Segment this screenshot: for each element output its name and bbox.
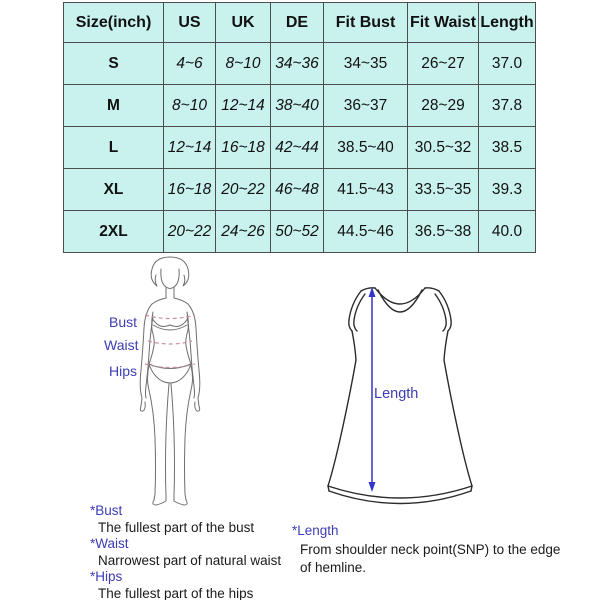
cell-fit-bust: 44.5~46 — [324, 211, 408, 253]
cell-us: 8~10 — [164, 85, 216, 127]
cell-size: M — [64, 85, 164, 127]
length-definition — [292, 522, 560, 578]
cell-uk: 8~10 — [216, 43, 271, 85]
size-table — [63, 2, 536, 253]
cell-fit-bust: 34~35 — [324, 43, 408, 85]
cell-fit-waist: 26~27 — [408, 43, 479, 85]
cell-uk: 16~18 — [216, 127, 271, 169]
bust-term: *Bust — [90, 503, 123, 518]
cell-fit-waist: 36.5~38 — [408, 211, 479, 253]
cell-length: 37.0 — [479, 43, 536, 85]
cell-uk: 24~26 — [216, 211, 271, 253]
length-desc-line1: From shoulder neck point(SNP) to the edge — [300, 541, 561, 557]
table-row — [64, 85, 536, 127]
measurement-definitions — [90, 503, 281, 600]
cell-length: 38.5 — [479, 127, 536, 169]
cell-length: 40.0 — [479, 211, 536, 253]
waist-label: Waist — [104, 337, 139, 353]
cell-de: 50~52 — [271, 211, 324, 253]
col-header-size: Size(inch) — [64, 3, 164, 43]
cell-us: 20~22 — [164, 211, 216, 253]
cell-size: L — [64, 127, 164, 169]
cell-us: 16~18 — [164, 169, 216, 211]
cell-us: 4~6 — [164, 43, 216, 85]
figure-face — [161, 269, 179, 289]
col-header-fit-waist: Fit Waist — [408, 3, 479, 43]
table-row — [64, 43, 536, 85]
waist-desc: Narrowest part of natural waist — [98, 552, 282, 568]
cell-size: XL — [64, 169, 164, 211]
figure-bandeau — [152, 318, 188, 330]
table-row — [64, 211, 536, 253]
cell-fit-waist: 30.5~32 — [408, 127, 479, 169]
col-header-uk: UK — [216, 3, 271, 43]
cell-de: 34~36 — [271, 43, 324, 85]
cell-de: 46~48 — [271, 169, 324, 211]
table-row — [64, 169, 536, 211]
cell-size: 2XL — [64, 211, 164, 253]
dress-neckline-outer — [375, 288, 425, 304]
length-desc-line2: of hemline. — [300, 560, 367, 575]
col-header-us: US — [164, 3, 216, 43]
cell-fit-bust: 38.5~40 — [324, 127, 408, 169]
cell-fit-bust: 36~37 — [324, 85, 408, 127]
cell-uk: 12~14 — [216, 85, 271, 127]
bust-desc: The fullest part of the bust — [98, 519, 255, 535]
hips-term: *Hips — [90, 569, 123, 584]
col-header-de: DE — [271, 3, 324, 43]
bust-label: Bust — [109, 314, 138, 330]
cell-us: 12~14 — [164, 127, 216, 169]
hips-label: Hips — [109, 363, 138, 379]
cell-uk: 20~22 — [216, 169, 271, 211]
cell-de: 42~44 — [271, 127, 324, 169]
waist-term: *Waist — [90, 536, 129, 551]
cell-fit-waist: 28~29 — [408, 85, 479, 127]
table-row — [64, 127, 536, 169]
col-header-fit-bust: Fit Bust — [324, 3, 408, 43]
figure-hair — [151, 257, 189, 286]
length-term: *Length — [292, 523, 339, 538]
cell-size: S — [64, 43, 164, 85]
table-header-row — [64, 3, 536, 43]
cell-length: 37.8 — [479, 85, 536, 127]
cell-fit-bust: 41.5~43 — [324, 169, 408, 211]
hips-desc: The fullest part of the hips — [98, 585, 254, 600]
dress-hem-outer — [328, 486, 472, 498]
woman-measurement-figure — [125, 254, 215, 510]
cell-fit-waist: 33.5~35 — [408, 169, 479, 211]
dress-length-label: Length — [374, 386, 419, 402]
cell-length: 39.3 — [479, 169, 536, 211]
dress-neckline-inner — [378, 290, 422, 312]
col-header-length: Length — [479, 3, 536, 43]
cell-de: 38~40 — [271, 85, 324, 127]
hips-measure-line — [145, 364, 195, 368]
